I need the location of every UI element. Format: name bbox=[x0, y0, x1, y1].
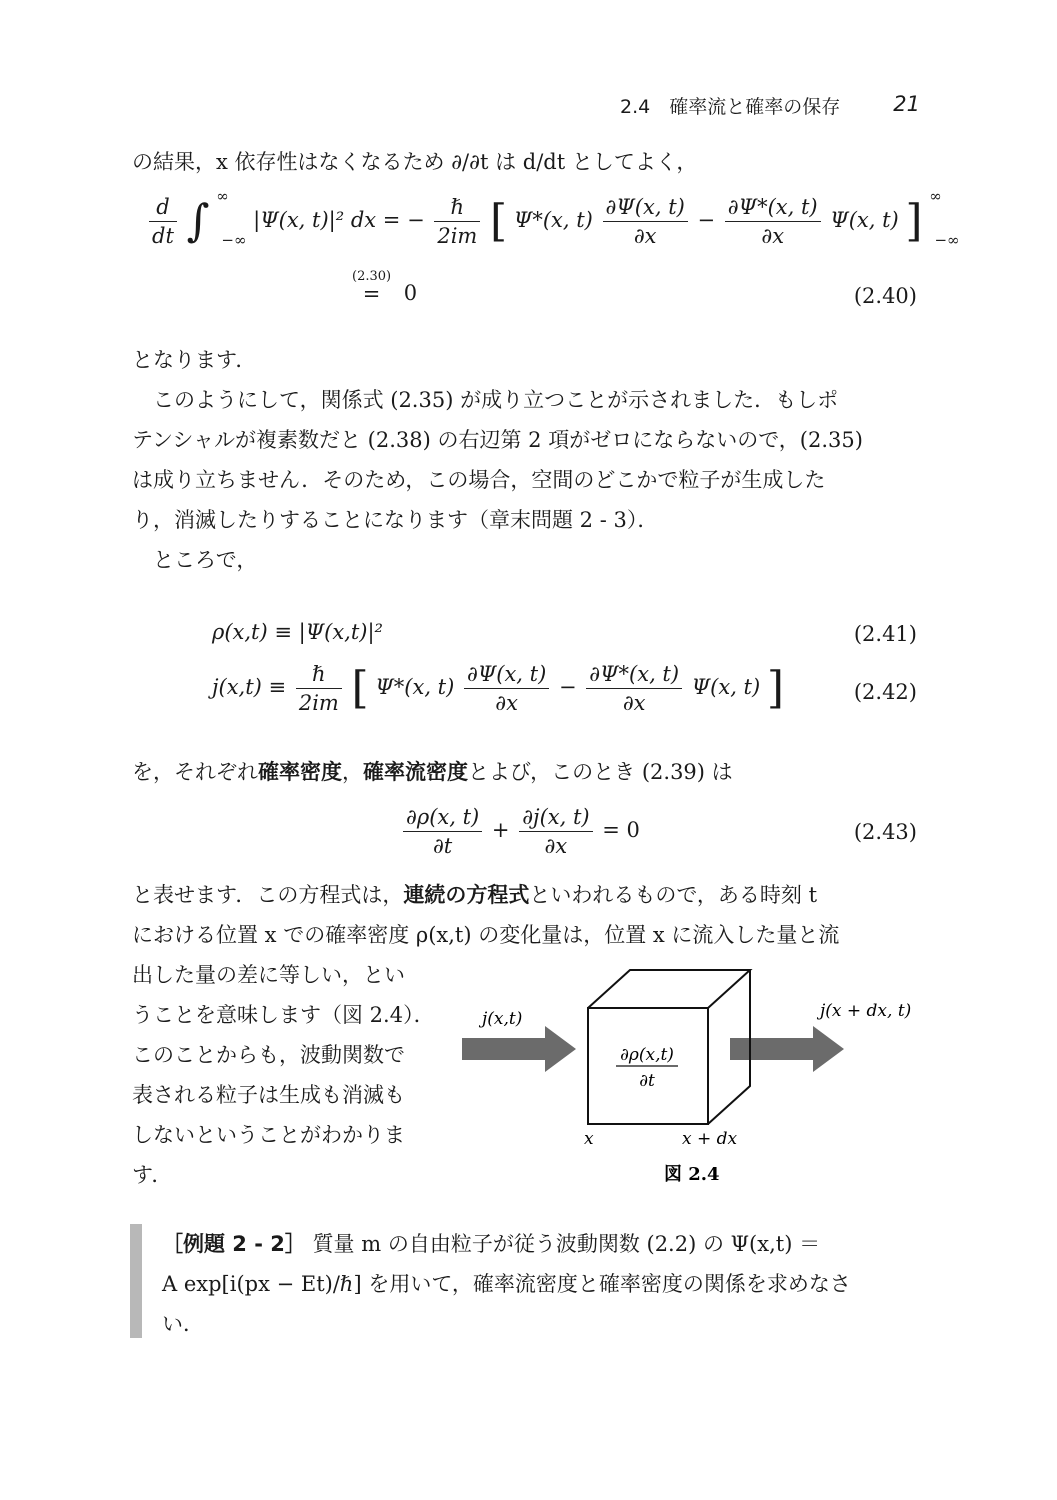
eq-number-2-43: (2.43) bbox=[853, 820, 917, 844]
plus-sign: + bbox=[491, 818, 517, 842]
paragraph-intro bbox=[132, 142, 918, 182]
text-line: における位置 x での確率密度 ρ(x,t) の変化量は，位置 x に流入した量と流 bbox=[132, 923, 840, 947]
equals-zero: = 0 bbox=[602, 818, 640, 842]
outflow-arrow bbox=[730, 1026, 844, 1072]
paragraph-side-text bbox=[132, 955, 452, 1195]
center-numerator: ∂ρ(x,t) bbox=[620, 1045, 674, 1065]
section-title: 2.4 確率流と確率の保存 bbox=[620, 96, 841, 118]
x-label: x bbox=[584, 1129, 594, 1149]
term-continuity-equation: 連続の方程式 bbox=[403, 883, 530, 907]
psi-star: Ψ*(x, t) bbox=[375, 675, 455, 699]
psi: Ψ(x, t) bbox=[830, 208, 899, 232]
left-bracket: [ bbox=[490, 195, 508, 247]
example-text bbox=[162, 1224, 920, 1344]
text-line bbox=[132, 752, 918, 792]
figure-2-4 bbox=[450, 960, 930, 1190]
frac-dj-dx: $\frac{\partial j(x, t)}{\partial x}$ bbox=[519, 805, 592, 858]
right-bracket: ] bbox=[766, 662, 785, 714]
cube-top-face bbox=[588, 970, 750, 1008]
frac-d-dt: $\frac{d}{dt}$ bbox=[149, 195, 177, 248]
lower-limit: −∞ bbox=[221, 231, 247, 249]
text-line: 表される粒子は生成も消滅も bbox=[132, 1083, 405, 1107]
text: とよび，このとき (2.39) は bbox=[468, 760, 733, 784]
term-probability-current: 確率流密度 bbox=[363, 760, 468, 784]
text-line: す． bbox=[132, 1163, 173, 1187]
page-number: 21 bbox=[893, 92, 920, 116]
frac-hbar-2im: $\frac{\text{ℏ}}{2im}$ bbox=[434, 195, 480, 248]
text-line bbox=[132, 875, 918, 915]
text-line: A exp[i(px − Et)/ℏ] を用いて，確率流密度と確率密度の関係を求めなさ bbox=[162, 1272, 851, 1296]
text-line: い． bbox=[162, 1312, 204, 1336]
frac-dpsistar-dx: $\frac{\partial\Psi*(x, t)}{\partial x}$ bbox=[725, 195, 821, 248]
text: 質量 m の自由粒子が従う波動関数 (2.2) の Ψ(x,t) ＝ bbox=[312, 1232, 821, 1256]
eq-lhs: |Ψ(x, t)|² dx = − bbox=[253, 208, 425, 232]
text: と表せます．この方程式は， bbox=[132, 883, 404, 907]
eq-lhs: j(x,t) ≡ bbox=[212, 675, 287, 699]
paragraph-continuity bbox=[132, 875, 918, 955]
eq-rhs-zero: 0 bbox=[403, 281, 418, 305]
left-bracket: [ bbox=[351, 662, 369, 714]
paragraph-definitions bbox=[132, 752, 918, 792]
minus-sign: − bbox=[558, 675, 584, 699]
bracket-upper: ∞ bbox=[929, 187, 942, 205]
text-line: 出した量の差に等しい，とい bbox=[132, 963, 405, 987]
x-plus-dx-label: x + dx bbox=[682, 1129, 738, 1149]
text-line: テンシャルが複素数だと (2.38) の右辺第 2 項がゼロにならないので，(2.35) bbox=[132, 428, 863, 452]
text: ， bbox=[342, 760, 363, 784]
frac-drho-dt: $\frac{\partial\rho(x, t)}{\partial t}$ bbox=[403, 805, 482, 858]
example-box bbox=[130, 1224, 920, 1338]
text-line: このようにして，関係式 (2.35) が成り立つことが示されました．もしポ bbox=[153, 388, 839, 412]
text: といわれるもので，ある時刻 t bbox=[529, 883, 818, 907]
ref-equals: (2.30) = bbox=[352, 269, 392, 306]
text-line: このことからも，波動関数で bbox=[132, 1043, 405, 1067]
upper-limit: ∞ bbox=[216, 187, 229, 205]
text-line: しないということがわかりま bbox=[132, 1123, 405, 1147]
psi-star: Ψ*(x, t) bbox=[513, 208, 593, 232]
eq-ref: (2.30) bbox=[352, 269, 392, 284]
frac-dpsi-dx: $\frac{\partial\Psi(x, t)}{\partial x}$ bbox=[464, 662, 549, 715]
text-line: となります． bbox=[132, 348, 257, 372]
text-line: り，消滅したりすることになります（章末問題 2 - 3）． bbox=[132, 508, 659, 532]
inflow-arrow bbox=[462, 1026, 576, 1072]
integral-sign: ∫ bbox=[186, 195, 210, 247]
figure-caption: 図 2.4 bbox=[664, 1164, 720, 1185]
text-line: は成り立ちません．そのため，この場合，空間のどこかで粒子が生成した bbox=[132, 468, 826, 492]
text: を，それぞれ bbox=[132, 760, 258, 784]
running-header bbox=[620, 92, 920, 119]
outflow-label: j(x + dx, t) bbox=[820, 1001, 912, 1021]
text-line: うことを意味します（図 2.4）． bbox=[132, 1003, 435, 1027]
eq-number-2-41: (2.41) bbox=[853, 622, 917, 646]
text-line: ところで， bbox=[153, 548, 258, 572]
bracket-lower: −∞ bbox=[934, 231, 960, 249]
psi: Ψ(x, t) bbox=[691, 675, 761, 699]
equation-2-40 bbox=[146, 187, 960, 249]
minus-sign: − bbox=[697, 208, 722, 232]
text-line bbox=[162, 1224, 920, 1264]
equation-2-40-line2 bbox=[352, 270, 417, 305]
example-title: ［例題 2 - 2］ bbox=[162, 1232, 306, 1256]
center-denominator: ∂t bbox=[639, 1071, 655, 1091]
frac-dpsistar-dx: $\frac{\partial\Psi*(x, t)}{\partial x}$ bbox=[586, 662, 682, 715]
equation-2-43 bbox=[400, 805, 640, 858]
right-bracket: ] bbox=[905, 195, 923, 247]
frac-dpsi-dx: $\frac{\partial\Psi(x, t)}{\partial x}$ bbox=[603, 195, 688, 248]
equation-2-42 bbox=[212, 662, 784, 715]
paragraph-body bbox=[132, 340, 918, 580]
term-probability-density: 確率密度 bbox=[258, 760, 342, 784]
example-side-bar bbox=[130, 1224, 142, 1338]
eq-number-2-42: (2.42) bbox=[853, 680, 917, 704]
text-line: の結果，x 依存性はなくなるため ∂/∂t は d/dt としてよく， bbox=[132, 150, 698, 174]
eq-number-2-40: (2.40) bbox=[853, 284, 917, 308]
inflow-label: j(x,t) bbox=[482, 1009, 523, 1029]
equation-2-41: ρ(x,t) ≡ |Ψ(x,t)|² bbox=[212, 620, 383, 644]
frac-hbar-2im: $\frac{\text{ℏ}}{2im}$ bbox=[296, 662, 342, 715]
